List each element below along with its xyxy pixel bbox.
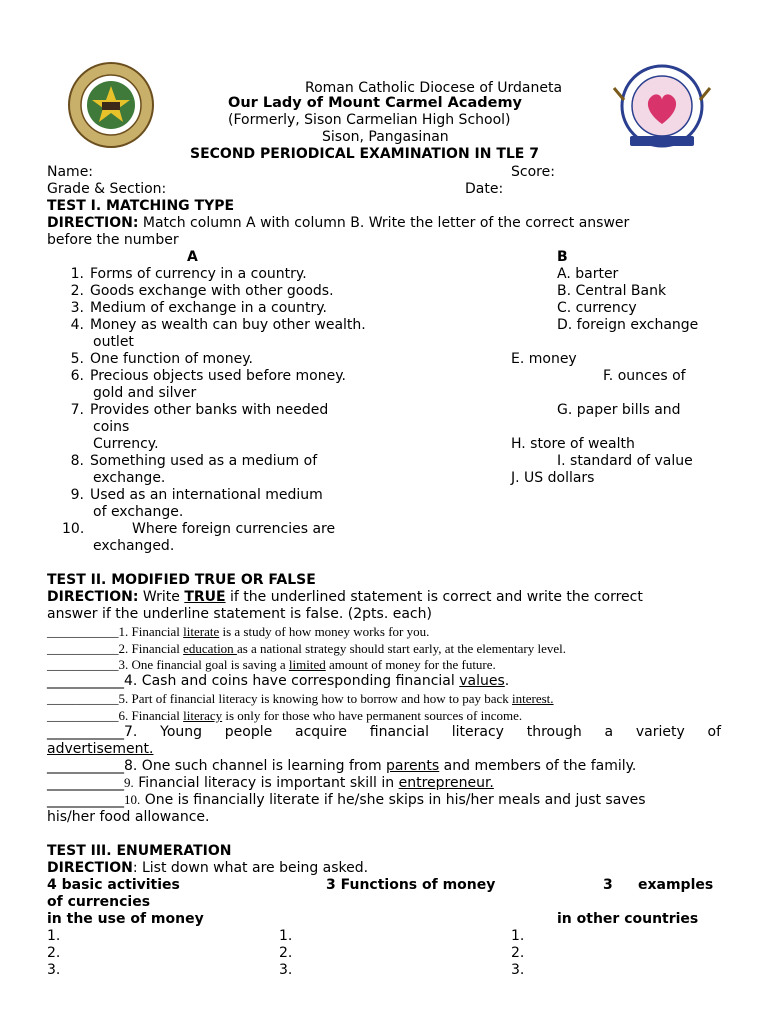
school-seal-left (68, 62, 154, 148)
enum-header-line2: of currencies (47, 894, 151, 910)
enum-num: 2. (279, 945, 293, 961)
enum-col2-header: 3 Functions of money (326, 877, 496, 893)
matching-item-cont: gold and silver (93, 385, 197, 401)
matching-item: 9. Used as an international medium (70, 487, 323, 503)
tf-item: ___________3. One financial goal is saving a limited amount of money for the future. (47, 657, 496, 672)
tf-item: ___________7. Young people acquire financial literacy through a variety of (47, 724, 721, 740)
choice-g: G. paper bills and (557, 402, 681, 418)
date-label: Date: (465, 181, 504, 197)
enum-num: 2. (511, 945, 525, 961)
choice-i: I. standard of value (557, 453, 693, 469)
test3-direction: DIRECTION: List down what are being asked. (47, 860, 369, 876)
tf-item: ___________2. Financial education as a national strategy should start early, at the elementary level. (47, 641, 567, 656)
enum-num: 1. (279, 928, 293, 944)
matching-item: 3. Medium of exchange in a country. (70, 300, 327, 316)
matching-item-cont: exchange. (93, 470, 166, 486)
matching-item: 6. Precious objects used before money. (70, 368, 346, 384)
tf-item: ___________6. Financial literacy is only for those who have permanent sources of income. (47, 708, 523, 723)
test1-direction-label: DIRECTION: (47, 215, 139, 231)
matching-item-cont: exchanged. (93, 538, 175, 554)
choice-f: F. ounces of (603, 368, 686, 384)
diocese-name: Roman Catholic Diocese of Urdaneta (305, 80, 563, 96)
tf-item: ___________8. One such channel is learning from parents and members of the family. (47, 758, 637, 774)
test1-direction-line2: before the number (47, 232, 179, 248)
enum-num: 3. (511, 962, 525, 978)
matching-item-cont: Currency. (93, 436, 159, 452)
choice-c: C. currency (557, 300, 637, 316)
test3-title: TEST III. ENUMERATION (47, 843, 232, 859)
tf-item: ___________4. Cash and coins have corresponding financial values. (47, 673, 510, 689)
school-name: Our Lady of Mount Carmel Academy (228, 95, 523, 111)
school-location: Sison, Pangasinan (322, 129, 449, 145)
enum-col3-header: examples (638, 877, 714, 893)
tf-item: ___________5. Part of financial literacy is knowing how to borrow and how to pay back interest. (47, 691, 554, 706)
school-seal-right (610, 62, 714, 154)
enum-col3-num: 3 (603, 877, 613, 893)
test1-direction (47, 215, 629, 232)
matching-item-cont: coins (93, 419, 130, 435)
test2-direction-line2: answer if the underline statement is false. (2pts. each) (47, 606, 432, 622)
matching-item: 2. Goods exchange with other goods. (70, 283, 334, 299)
enum-num: 1. (47, 928, 61, 944)
column-a-header: A (187, 249, 198, 265)
test2-direction: DIRECTION: Write TRUE if the underlined statement is correct and write the correct (47, 589, 643, 605)
choice-h: H. store of wealth (511, 436, 635, 452)
enum-num: 3. (279, 962, 293, 978)
grade-section-label: Grade & Section: (47, 181, 167, 197)
exam-title: SECOND PERIODICAL EXAMINATION IN TLE 7 (190, 146, 539, 162)
column-b-header: B (557, 249, 568, 265)
tf-item-cont: his/her food allowance. (47, 809, 210, 825)
tf-item-cont: advertisement. (47, 741, 154, 757)
choice-e: E. money (511, 351, 577, 367)
enum-col1-header: 4 basic activities (47, 877, 180, 893)
tf-item: ___________9. Financial literacy is important skill in entrepreneur. (47, 775, 494, 791)
matching-item: 4. Money as wealth can buy other wealth. (70, 317, 366, 333)
choice-j: J. US dollars (511, 470, 595, 486)
matching-item: 7. Provides other banks with needed (70, 402, 329, 418)
score-label: Score: (511, 164, 555, 180)
matching-item: 10. Where foreign currencies are (62, 521, 336, 537)
enum-col3-header-2: in other countries (557, 911, 699, 927)
enum-num: 3. (47, 962, 61, 978)
choice-b: B. Central Bank (557, 283, 667, 299)
matching-item: 8. Something used as a medium of (70, 453, 318, 469)
test1-title: TEST I. MATCHING TYPE (47, 198, 235, 214)
choice-a: A. barter (557, 266, 619, 282)
test2-title: TEST II. MODIFIED TRUE OR FALSE (47, 572, 316, 588)
test1-direction-text: Match column A with column B. Write the letter of the correct answer (138, 215, 630, 231)
tf-item: ___________1. Financial literate is a study of how money works for you. (47, 624, 430, 639)
school-formerly: (Formerly, Sison Carmelian High School) (228, 112, 511, 128)
tf-item: ___________10. One is financially literate if he/she skips in his/her meals and just saves (47, 792, 646, 808)
matching-item: 1. Forms of currency in a country. (70, 266, 307, 282)
enum-num: 1. (511, 928, 525, 944)
matching-item-cont: of exchange. (93, 504, 184, 520)
enum-col1-header-2: in the use of money (47, 911, 204, 927)
name-label: Name: (47, 164, 94, 180)
matching-item: 5. One function of money. (70, 351, 253, 367)
enum-num: 2. (47, 945, 61, 961)
choice-d: D. foreign exchange (557, 317, 699, 333)
matching-item-cont: outlet (93, 334, 134, 350)
